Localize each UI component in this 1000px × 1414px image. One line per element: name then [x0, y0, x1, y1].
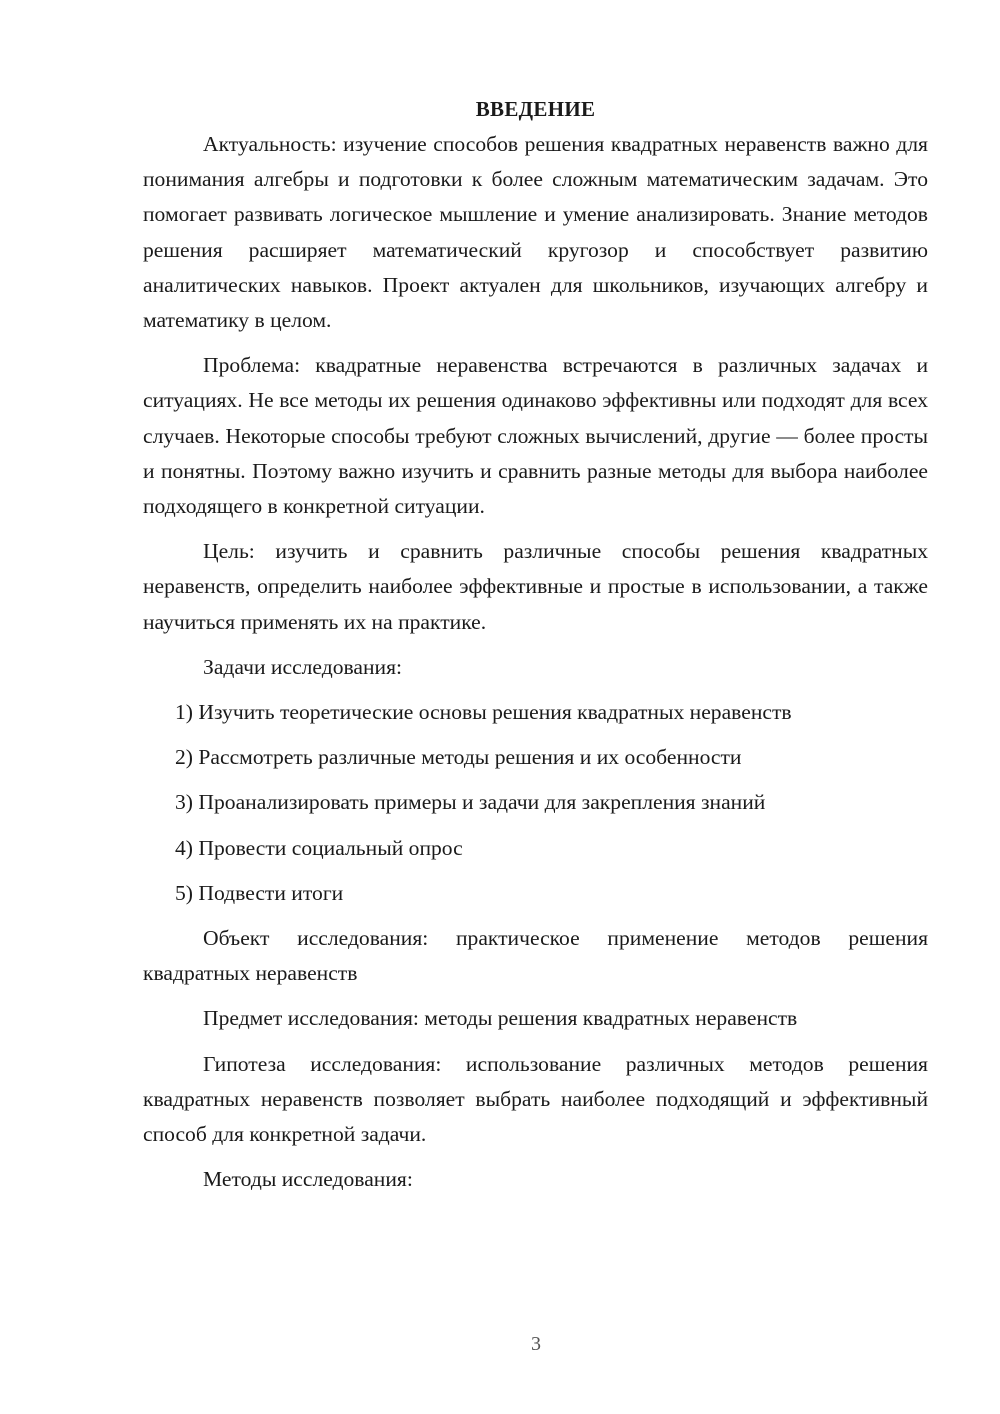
tasks-list [143, 695, 928, 911]
document-page [143, 92, 928, 1207]
task-item: 3) Проанализировать примеры и задачи для закрепления знаний [175, 790, 766, 815]
problem-paragraph: Проблема: квадратные неравенства встречаются в различных задачах и ситуациях. Не все методы их решения одинаково эффективны или подходят для всех случаев. Некоторые способы требуют сложных вычислений, другие — более просты и понятны. Поэтому важно изучить и сравнить разные методы для выбора наиболее подходящего в конкретной ситуации. [143, 353, 928, 519]
page-title: ВВЕДЕНИЕ [475, 97, 596, 121]
methods-heading: Методы исследования: [203, 1167, 413, 1192]
task-item: 2) Рассмотреть различные методы решения и их особенности [175, 745, 742, 770]
task-item: 1) Изучить теоретические основы решения квадратных неравенств [175, 700, 792, 725]
tasks-heading: Задачи исследования: [203, 654, 403, 679]
subject-paragraph: Предмет исследования: методы решения квадратных неравенств [203, 1006, 798, 1031]
hypothesis-paragraph: Гипотеза исследования: использование различных методов решения квадратных неравенств позволяет выбрать наиболее подходящий и эффективный способ для конкретной задачи. [143, 1051, 928, 1147]
goal-paragraph: Цель: изучить и сравнить различные способы решения квадратных неравенств, определить наиболее эффективные и простые в использовании, а также научиться применять их на практике. [143, 539, 928, 634]
page-number: 3 [531, 1333, 541, 1355]
task-item: 4) Провести социальный опрос [175, 835, 463, 860]
task-item: 5) Подвести итоги [175, 880, 344, 905]
relevance-paragraph: Актуальность: изучение способов решения квадратных неравенств важно для понимания алгебры и подготовки к более сложным математическим задачам. Это помогает развивать логическое мышление и умение анализировать. Знание методов решения расширяет математический кругозор и способствует развитию аналитических навыков. Проект актуален для школьников, изучающих алгебру и математику в целом. [143, 132, 928, 333]
object-paragraph: Объект исследования: практическое применение методов решения квадратных неравенств [143, 926, 928, 986]
